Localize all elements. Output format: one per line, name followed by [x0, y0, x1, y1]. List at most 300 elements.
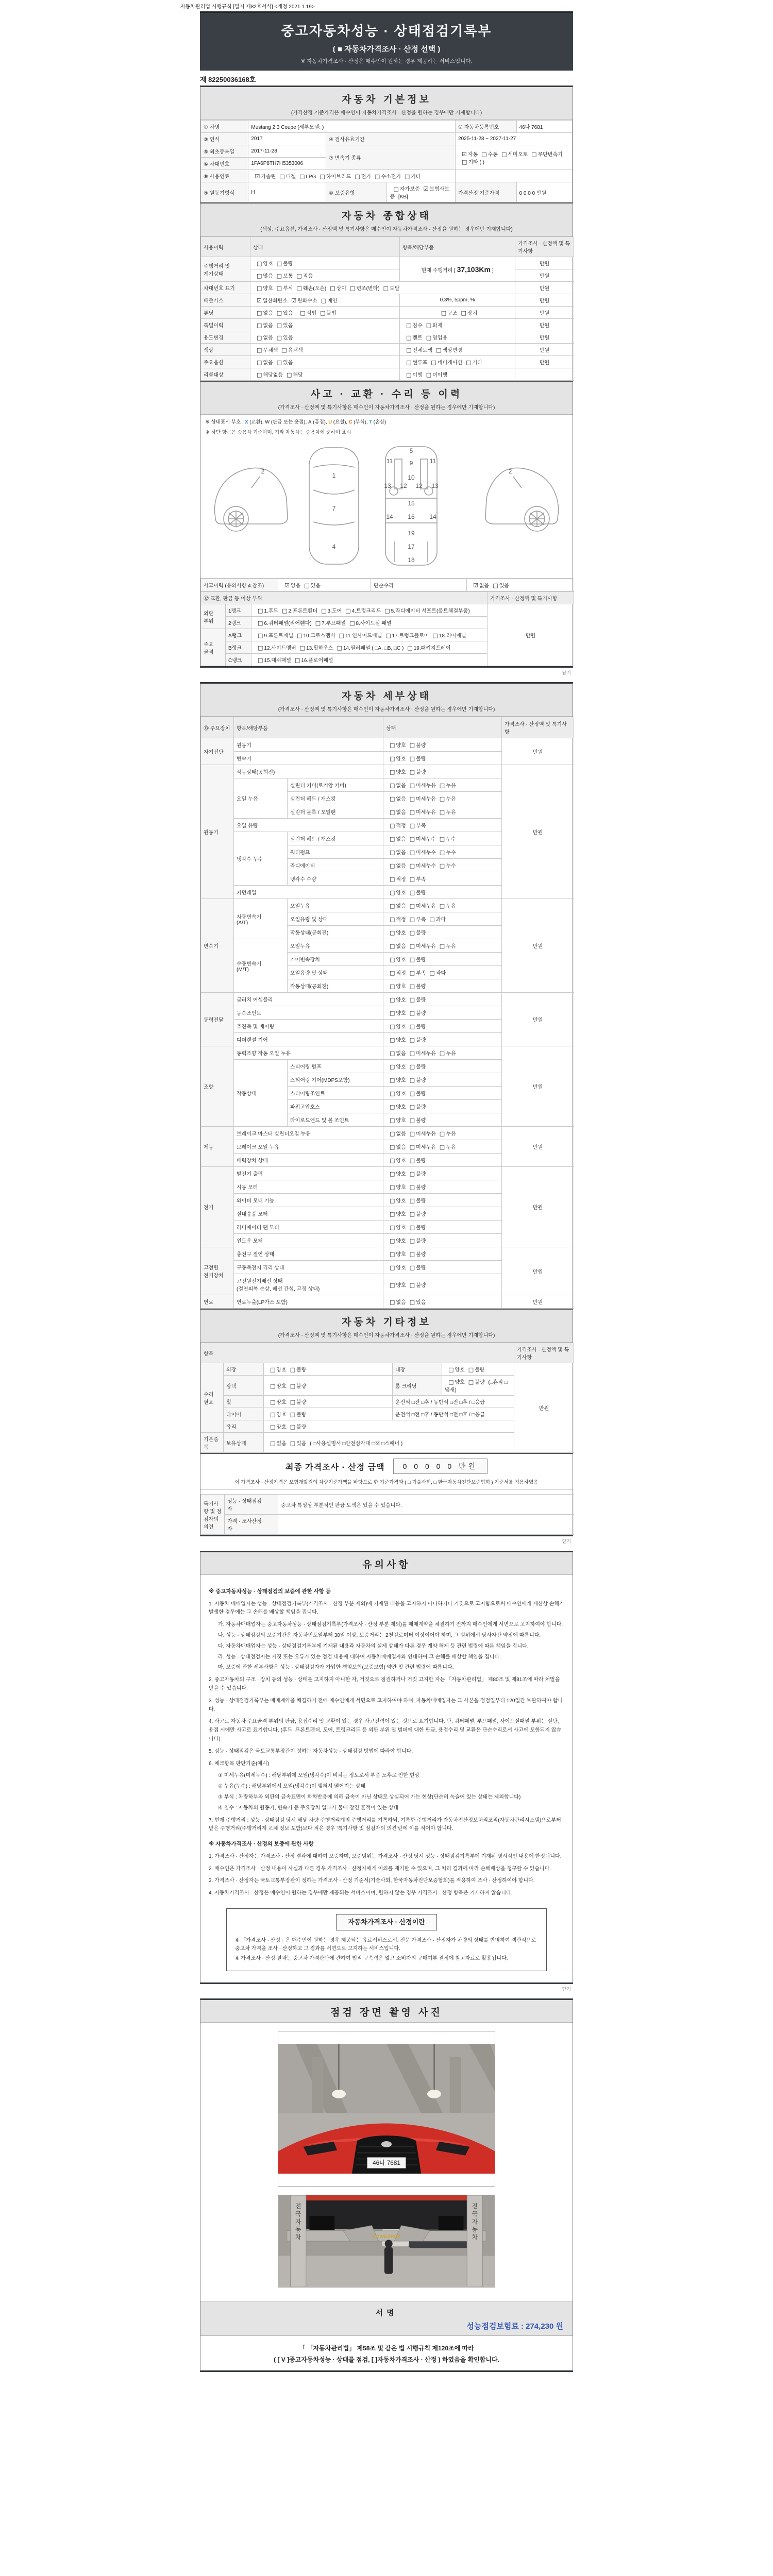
checkbox[interactable]: □ — [409, 903, 415, 909]
option-text: [KB] — [397, 194, 408, 200]
checkbox[interactable]: □ — [276, 273, 282, 279]
checkbox[interactable]: ☑ — [257, 297, 262, 304]
checkbox[interactable]: □ — [287, 371, 292, 378]
checkbox-label: 누유 — [446, 1145, 456, 1150]
field-value: 2017 — [248, 133, 326, 145]
notice-heading: ※ 중고자동차성능 · 상태점검의 보증에 관한 사항 등 — [209, 1588, 331, 1595]
checkbox[interactable]: □ — [270, 1382, 276, 1389]
diagram-note: ※ 하단 항목은 승용차 기준이며, 기타 자동차는 승용차에 준하여 표시 — [206, 430, 351, 435]
checkbox-label: 있음 — [283, 335, 293, 341]
checkbox[interactable]: □ — [468, 1366, 474, 1373]
checkbox[interactable]: □ — [282, 607, 288, 614]
checkbox[interactable]: □ — [409, 1281, 415, 1289]
checkbox[interactable]: □ — [409, 1063, 415, 1070]
field-value: 등속조인트 — [234, 1006, 383, 1020]
checkbox[interactable]: □ — [374, 173, 380, 180]
checkbox[interactable]: □ — [390, 1130, 395, 1137]
close-row — [202, 669, 571, 676]
checkbox-label: 9.프론트패널 — [264, 633, 294, 639]
checkbox[interactable]: □ — [409, 742, 415, 749]
checkbox[interactable]: □ — [390, 943, 395, 950]
checkbox[interactable]: □ — [390, 1050, 395, 1057]
checkbox[interactable]: □ — [390, 983, 395, 990]
checkbox[interactable]: □ — [390, 782, 395, 789]
checkbox[interactable]: □ — [337, 645, 342, 651]
checkbox[interactable]: □ — [439, 1050, 445, 1057]
checkbox[interactable]: □ — [441, 310, 447, 316]
field-value — [442, 1363, 514, 1376]
checkbox[interactable]: □ — [390, 755, 395, 762]
checkbox[interactable]: □ — [390, 1197, 395, 1204]
field-value — [383, 1167, 502, 1180]
checkbox-label: 양호 — [396, 930, 406, 936]
checkbox[interactable]: □ — [481, 150, 487, 158]
checkbox[interactable]: □ — [390, 1157, 395, 1164]
checkbox[interactable]: □ — [409, 916, 415, 923]
checkbox-label: 많음 — [263, 274, 273, 279]
checkbox[interactable]: □ — [409, 876, 415, 883]
field-value — [456, 170, 573, 182]
checkbox[interactable]: □ — [468, 1379, 474, 1385]
checkbox[interactable]: □ — [257, 347, 262, 353]
checkbox[interactable]: ☑ — [423, 185, 429, 192]
checkbox[interactable]: □ — [390, 836, 395, 842]
checkbox[interactable]: □ — [462, 158, 467, 165]
checkbox[interactable]: □ — [409, 1090, 415, 1097]
section-header-notice — [200, 1552, 573, 1575]
checkbox[interactable]: □ — [390, 1063, 395, 1070]
checkbox[interactable]: □ — [390, 889, 395, 896]
checkbox[interactable]: □ — [409, 889, 415, 896]
exchange-panel-table — [200, 591, 573, 666]
legend-segment: (부식), — [352, 419, 369, 425]
field-value: 2017-11-28 — [248, 145, 326, 158]
field-value — [383, 939, 502, 953]
checkbox[interactable]: □ — [330, 285, 335, 292]
checkbox[interactable]: □ — [409, 755, 415, 762]
checkbox[interactable]: □ — [257, 260, 262, 267]
document-title-bar — [200, 11, 573, 71]
checkbox[interactable]: □ — [276, 359, 282, 366]
checkbox[interactable]: □ — [257, 371, 262, 378]
checkbox[interactable]: □ — [279, 173, 285, 180]
checkbox[interactable]: □ — [409, 849, 415, 856]
checkbox-label: 없음 — [396, 1300, 406, 1306]
checkbox[interactable]: □ — [439, 836, 445, 842]
field-value: 46나 7681 — [516, 121, 572, 133]
checkbox[interactable]: □ — [409, 1104, 415, 1110]
checkbox[interactable]: □ — [290, 1382, 296, 1389]
field-value: 충전구 절연 상태 — [234, 1247, 383, 1261]
checkbox[interactable]: □ — [439, 903, 445, 909]
checkbox[interactable]: □ — [390, 929, 395, 936]
block-detail-other — [200, 682, 573, 1536]
checkbox[interactable]: □ — [390, 1264, 395, 1271]
checkbox[interactable]: □ — [406, 347, 412, 353]
checkbox[interactable]: □ — [409, 1010, 415, 1016]
checkbox[interactable]: □ — [409, 1299, 415, 1306]
checkbox[interactable]: □ — [409, 996, 415, 1003]
checkbox-label: 18.리어패널 — [439, 633, 466, 639]
checkbox[interactable]: □ — [426, 322, 432, 329]
checkbox[interactable]: □ — [390, 956, 395, 963]
checkbox[interactable]: □ — [296, 273, 302, 279]
checkbox[interactable]: □ — [315, 620, 321, 626]
checkbox[interactable]: □ — [390, 1281, 395, 1289]
checkbox[interactable]: □ — [270, 1366, 276, 1373]
text-segment: 현재 주행거리 [ — [421, 267, 457, 274]
checkbox[interactable]: □ — [390, 742, 395, 749]
checkbox[interactable]: □ — [290, 1423, 296, 1430]
field-label: ⑧ 사용연료 — [201, 170, 248, 182]
checkbox[interactable]: □ — [409, 929, 415, 936]
option-text: (□흔적 □냄새) — [445, 1380, 508, 1393]
checkbox[interactable]: □ — [501, 150, 507, 158]
checkbox[interactable]: □ — [409, 836, 415, 842]
document-title: 중고자동차성능 · 상태점검기록부 — [281, 23, 492, 39]
checkbox[interactable]: □ — [409, 1117, 415, 1124]
checkbox[interactable]: □ — [409, 1130, 415, 1137]
checkbox[interactable]: □ — [409, 1224, 415, 1231]
svg-text:13: 13 — [431, 482, 439, 489]
checkbox[interactable]: □ — [390, 1251, 395, 1258]
checkbox[interactable]: □ — [406, 371, 412, 378]
checkbox[interactable]: ☑ — [462, 150, 467, 158]
checkbox[interactable]: □ — [257, 334, 262, 341]
checkbox[interactable]: □ — [390, 862, 395, 869]
notice-item: ④ 침수 : 자동차의 원동기, 변속기 등 주요장치 일부가 물에 잠긴 흔적이 있는 상태 — [218, 1805, 399, 1811]
field-value: 디퍼렌셜 기어 — [234, 1033, 383, 1046]
field-value — [387, 182, 456, 202]
checkbox[interactable]: □ — [297, 632, 303, 639]
checkbox[interactable]: □ — [406, 359, 412, 366]
section-note: (가격산정 기준가격은 매수인이 자동차가격조사 · 산정을 원하는 경우에만 기재합니다) — [291, 110, 482, 116]
checkbox[interactable]: □ — [390, 1171, 395, 1177]
checkbox[interactable]: □ — [321, 297, 327, 304]
checkbox[interactable]: □ — [270, 1423, 276, 1430]
checkbox[interactable]: □ — [270, 1399, 276, 1405]
price-cell: 만원 — [502, 1127, 574, 1167]
checkbox[interactable]: □ — [436, 347, 442, 353]
checkbox[interactable]: □ — [345, 607, 351, 614]
checkbox[interactable]: □ — [531, 150, 537, 158]
legend-segment: (교환), — [248, 419, 265, 425]
checkbox[interactable]: □ — [409, 782, 415, 789]
checkbox[interactable]: □ — [409, 1238, 415, 1244]
checkbox-label: 양호 — [396, 957, 406, 963]
field-value: 시동 모터 — [234, 1180, 383, 1194]
checkbox[interactable]: □ — [390, 970, 395, 976]
checkbox-label: 양호 — [396, 1078, 406, 1083]
checkbox-label: 불량 — [416, 1282, 426, 1289]
checkbox[interactable]: □ — [390, 1117, 395, 1124]
price-cell: 만원 — [515, 294, 574, 307]
section-header-accident — [200, 381, 573, 415]
checkbox[interactable]: □ — [432, 632, 438, 639]
field-value: 오일누유 — [288, 899, 383, 912]
checkbox-label: 불량 — [416, 1011, 426, 1016]
checkbox[interactable]: □ — [281, 347, 287, 353]
checkbox[interactable]: □ — [390, 1211, 395, 1217]
field-label: ⑨ 원동기형식 — [201, 182, 248, 202]
checkbox-label: 없음 — [396, 837, 406, 842]
checkbox[interactable]: □ — [258, 632, 263, 639]
checkbox-label: 2.프론트휀더 — [288, 608, 318, 614]
checkbox[interactable]: □ — [390, 1090, 395, 1097]
checkbox[interactable]: □ — [409, 1211, 415, 1217]
checkbox[interactable]: □ — [409, 795, 415, 802]
field-label: 외장 — [224, 1363, 264, 1376]
checkbox[interactable]: □ — [390, 1104, 395, 1110]
checkbox[interactable]: □ — [258, 620, 263, 626]
close-link[interactable]: 닫기 — [562, 1986, 571, 1992]
field-value — [250, 282, 515, 294]
checkbox[interactable]: □ — [409, 1171, 415, 1177]
checkbox[interactable]: □ — [461, 310, 466, 316]
checkbox[interactable]: □ — [409, 983, 415, 990]
checkbox[interactable]: ☑ — [473, 582, 478, 589]
checkbox-label: 7.루브패널 — [322, 621, 346, 626]
checkbox[interactable]: □ — [299, 645, 306, 651]
checkbox[interactable]: □ — [390, 1023, 395, 1030]
field-value — [250, 257, 400, 269]
document-title-note: ※ 자동차가격조사 · 산정은 매수인이 원하는 경우 제공하는 서비스입니다. — [300, 58, 473, 64]
checkbox[interactable]: □ — [257, 273, 262, 279]
checkbox[interactable]: □ — [426, 371, 432, 378]
checkbox[interactable]: □ — [384, 607, 390, 614]
checkbox[interactable]: □ — [390, 1037, 395, 1043]
close-link[interactable]: 닫기 — [562, 670, 571, 675]
checkbox[interactable]: □ — [383, 285, 389, 292]
checkbox[interactable]: □ — [406, 334, 412, 341]
car-damage-diagram — [200, 436, 573, 579]
checkbox[interactable]: □ — [390, 1238, 395, 1244]
checkbox-label: 없음 — [263, 335, 273, 341]
checkbox[interactable]: □ — [290, 1399, 296, 1405]
notice-heading: ※ 자동차가격조사 · 산정의 보증에 관한 사항 — [209, 1841, 314, 1848]
checkbox[interactable]: □ — [385, 632, 391, 639]
checkbox[interactable]: □ — [409, 1184, 415, 1191]
checkbox[interactable]: □ — [390, 1224, 395, 1231]
checkbox[interactable]: □ — [393, 185, 399, 192]
checkbox[interactable]: □ — [339, 632, 345, 639]
checkbox[interactable]: □ — [429, 916, 435, 923]
checkbox[interactable]: □ — [439, 809, 445, 816]
checkbox[interactable]: □ — [355, 173, 360, 180]
checkbox[interactable]: □ — [409, 862, 415, 869]
price-cell: 만원 — [515, 319, 574, 331]
field-value: 스티어링 기어(MDPS포함) — [288, 1073, 383, 1087]
column-header: 상태 — [250, 237, 400, 257]
checkbox[interactable]: □ — [466, 359, 472, 366]
checkbox[interactable]: □ — [409, 1157, 415, 1164]
checkbox[interactable]: □ — [409, 956, 415, 963]
field-label: 전기 — [201, 1167, 234, 1247]
checkbox-label: 10.크로스멤버 — [303, 633, 335, 639]
field-label: A랭크 — [226, 629, 251, 641]
checkbox-label: 있음 — [499, 583, 509, 589]
checkbox[interactable]: □ — [299, 173, 305, 180]
field-value — [467, 579, 574, 591]
checkbox-label: 일산화탄소 — [262, 298, 288, 304]
checkbox[interactable]: □ — [320, 173, 325, 180]
checkbox-label: 양호 — [396, 1252, 406, 1258]
checkbox[interactable]: □ — [439, 862, 445, 869]
field-label: 사고이력 (유의사항 4.참조) — [201, 579, 278, 591]
checkbox-label: 누유 — [446, 1051, 456, 1057]
checkbox[interactable]: □ — [409, 1197, 415, 1204]
confirmation-line-2: ( [ V ]중고자동차성능 · 상태를 점검, [ ]자동차가격조사 · 산정 ) 하였음을 확인합니다. — [274, 2355, 499, 2363]
field-value: 클러치 어셈블리 — [234, 993, 383, 1006]
field-value — [383, 752, 502, 765]
checkbox-label: 양호 — [396, 1239, 406, 1244]
checkbox[interactable]: □ — [409, 1037, 415, 1043]
confirmation-line-1: 「 「자동차관리법」 제58조 및 같은 법 시행규칙 제120조에 따라 — [299, 2344, 474, 2352]
checkbox[interactable]: □ — [448, 1366, 454, 1373]
checkbox-label: 미세누수 — [416, 850, 436, 856]
checkbox[interactable]: □ — [493, 582, 498, 589]
checkbox[interactable]: □ — [258, 645, 263, 651]
checkbox[interactable]: □ — [294, 657, 300, 664]
checkbox[interactable]: □ — [321, 607, 327, 614]
checkbox[interactable]: □ — [439, 849, 445, 856]
checkbox[interactable]: □ — [439, 1130, 445, 1137]
field-label: 자기진단 — [201, 738, 234, 765]
checkbox[interactable]: □ — [409, 822, 415, 829]
checkbox[interactable]: □ — [390, 822, 395, 829]
checkbox[interactable]: □ — [290, 1366, 296, 1373]
field-label: 용도변경 — [201, 331, 250, 344]
checkbox[interactable]: □ — [390, 876, 395, 883]
checkbox[interactable]: □ — [349, 620, 355, 626]
checkbox-label: 미세누유 — [416, 796, 436, 802]
checkbox[interactable]: □ — [296, 285, 302, 292]
checkbox[interactable]: □ — [257, 322, 262, 329]
checkbox[interactable]: □ — [257, 285, 262, 292]
field-label: 주요옵션 — [201, 356, 250, 368]
checkbox[interactable]: □ — [409, 1077, 415, 1083]
checkbox[interactable]: □ — [276, 285, 282, 292]
checkbox-label: 무단변속기 — [537, 151, 563, 158]
checkbox[interactable]: □ — [409, 769, 415, 775]
checkbox[interactable]: □ — [257, 359, 262, 366]
field-value — [383, 1087, 502, 1100]
checkbox[interactable]: □ — [276, 334, 282, 341]
checkbox[interactable]: □ — [257, 310, 262, 316]
checkbox[interactable]: ☑ — [291, 297, 297, 304]
checkbox[interactable]: □ — [439, 1144, 445, 1150]
checkbox[interactable]: □ — [390, 795, 395, 802]
checkbox[interactable]: □ — [448, 1379, 454, 1385]
checkbox[interactable]: □ — [349, 285, 356, 292]
checkbox[interactable]: □ — [429, 970, 435, 976]
checkbox-label: 누수 — [446, 850, 456, 856]
field-value — [383, 886, 502, 899]
checkbox-label: 과다 — [435, 971, 446, 976]
checkbox[interactable]: □ — [276, 310, 282, 316]
checkbox[interactable]: □ — [409, 970, 415, 976]
checkbox[interactable]: □ — [390, 1010, 395, 1016]
checkbox-label: 불량 — [416, 930, 426, 936]
checkbox[interactable]: □ — [390, 1299, 395, 1306]
checkbox[interactable]: □ — [390, 769, 395, 775]
checkbox[interactable]: □ — [304, 582, 310, 589]
checkbox[interactable]: □ — [390, 1077, 395, 1083]
field-label: 고전원 전기장치 — [201, 1247, 234, 1295]
close-link[interactable]: 닫기 — [562, 1539, 571, 1544]
checkbox[interactable]: □ — [390, 996, 395, 1003]
field-value — [383, 1046, 502, 1060]
field-value: 와이퍼 모터 기능 — [234, 1194, 383, 1207]
checkbox[interactable]: □ — [431, 359, 436, 366]
checkbox[interactable]: □ — [409, 943, 415, 950]
field-value — [278, 1515, 574, 1535]
checkbox[interactable]: □ — [426, 334, 432, 341]
checkbox[interactable]: □ — [439, 782, 445, 789]
checkbox[interactable]: □ — [258, 657, 263, 664]
checkbox[interactable]: □ — [290, 1411, 296, 1418]
field-value — [383, 1261, 502, 1274]
checkbox[interactable]: □ — [404, 173, 410, 180]
checkbox[interactable]: □ — [409, 1050, 415, 1057]
field-value — [383, 819, 502, 832]
svg-text:19: 19 — [408, 530, 415, 537]
checkbox[interactable]: □ — [390, 916, 395, 923]
checkbox[interactable]: □ — [439, 795, 445, 802]
field-label: 유리 — [224, 1420, 264, 1433]
checkbox[interactable]: □ — [276, 322, 282, 329]
checkbox[interactable]: □ — [390, 1184, 395, 1191]
checkbox[interactable]: □ — [409, 1023, 415, 1030]
checkbox[interactable]: □ — [409, 809, 415, 816]
checkbox[interactable]: □ — [270, 1439, 276, 1447]
checkbox[interactable]: □ — [320, 310, 326, 316]
column-header: 가격조사 · 산정액 및 특기사항 — [502, 717, 574, 738]
checkbox[interactable]: □ — [406, 322, 412, 329]
checkbox[interactable]: □ — [390, 849, 395, 856]
notice-item: 라. 성능 · 상태점검자는 거짓 또는 오류가 있는 점검 내용에 대하여 자동차매매업자와 연대하여 그 손해를 배상할 책임을 집니다. — [218, 1654, 501, 1660]
field-value: 중고차 특성상 부분적인 판금 도색은 있을 수 있습니다. — [278, 1495, 574, 1515]
price-cell: 만원 — [502, 1046, 574, 1127]
field-label: ⑩ 보증유형 — [326, 182, 387, 202]
checkbox[interactable]: □ — [390, 809, 395, 816]
checkbox-label: 기타 — [472, 360, 482, 366]
checkbox[interactable]: □ — [276, 260, 282, 267]
checkbox[interactable]: □ — [439, 943, 445, 950]
checkbox[interactable]: ☑ — [255, 173, 260, 180]
checkbox-label: 불량 — [416, 1038, 426, 1043]
checkbox[interactable]: □ — [390, 903, 395, 909]
checkbox[interactable]: □ — [270, 1411, 276, 1418]
checkbox[interactable]: □ — [409, 1264, 415, 1271]
field-label: 보유상태 — [224, 1433, 264, 1453]
checkbox-label: 양호 — [396, 1265, 406, 1271]
checkbox[interactable]: □ — [390, 1144, 395, 1150]
checkbox[interactable]: □ — [258, 607, 263, 614]
field-value — [383, 778, 502, 792]
checkbox[interactable]: □ — [407, 645, 413, 651]
checkbox[interactable]: □ — [409, 1144, 415, 1150]
field-value: 냉각수 누수 — [234, 832, 288, 886]
other-info-table — [200, 1343, 573, 1453]
checkbox-label: 없음 — [396, 796, 406, 802]
checkbox[interactable]: □ — [290, 1439, 296, 1447]
field-value — [251, 629, 488, 641]
lift-post-label: 전 국 자 동 차 — [472, 2202, 478, 2241]
checkbox[interactable]: □ — [300, 310, 306, 316]
checkbox[interactable]: □ — [409, 1251, 415, 1258]
checkbox[interactable]: ☑ — [284, 582, 290, 589]
